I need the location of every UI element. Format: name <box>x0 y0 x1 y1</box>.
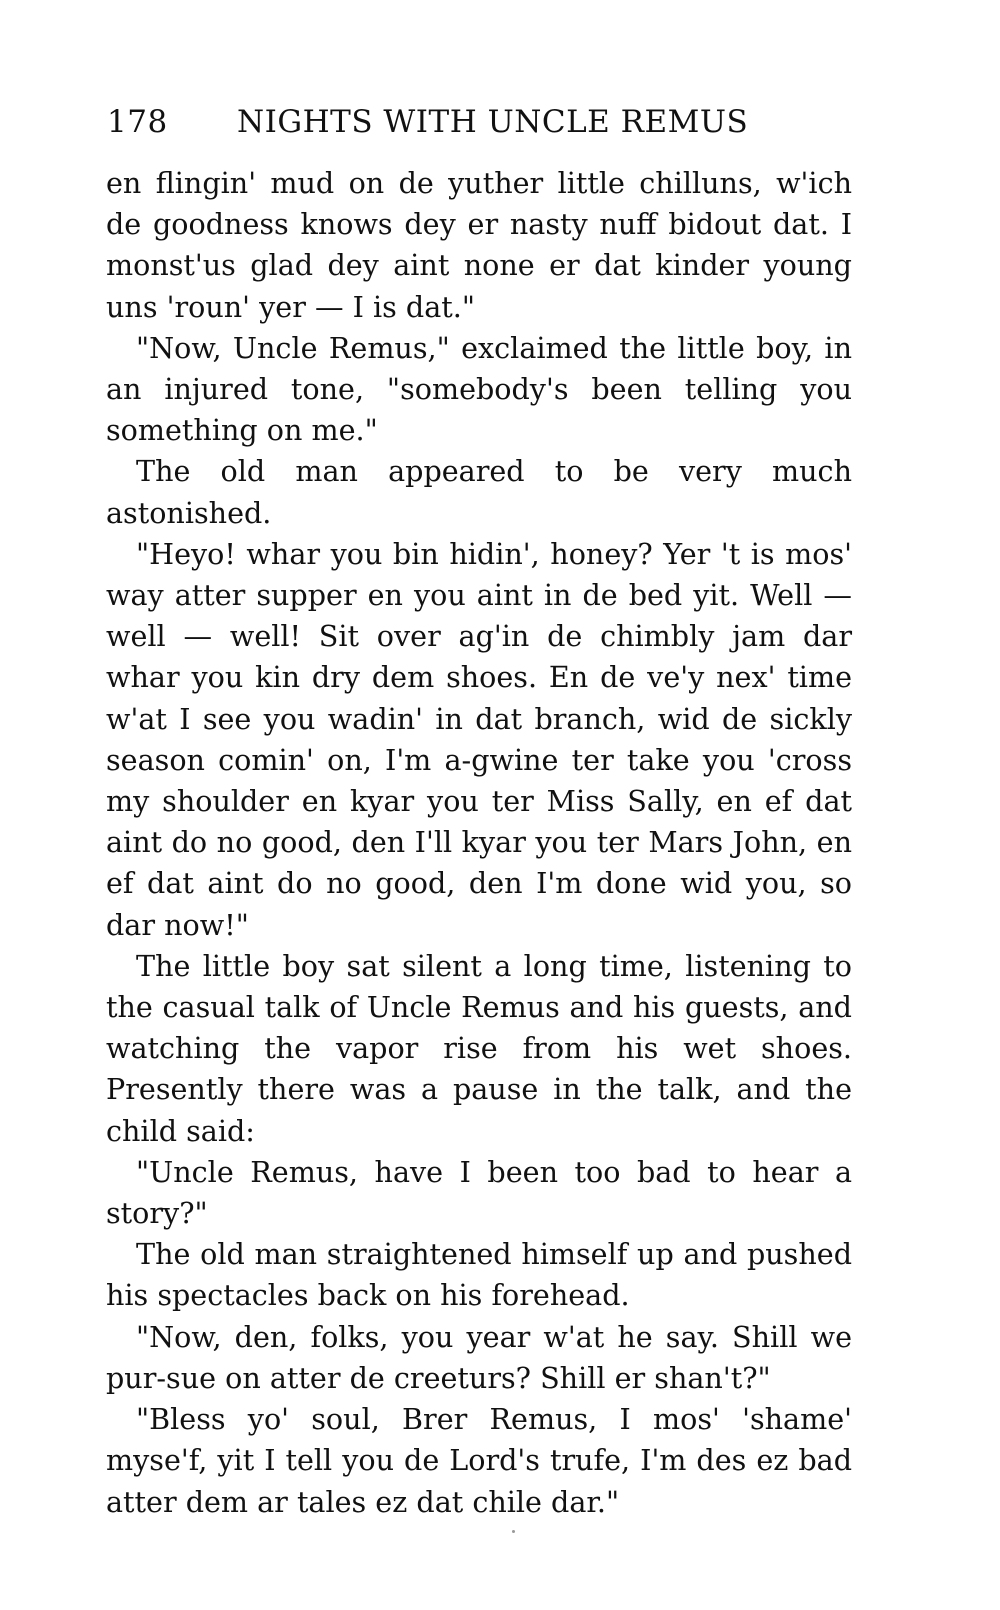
running-title: NIGHTS WITH UNCLE REMUS <box>237 104 749 140</box>
paragraph: The little boy sat silent a long time, listening to the casual talk of Uncle Remus and his guests, and watching the vapor rise from his wet shoes. Presently there was a pause in the talk, and the child said: <box>106 948 852 1148</box>
page-number: 178 <box>107 104 168 140</box>
paragraph: "Uncle Remus, have I been too bad to hear a story?" <box>106 1154 852 1231</box>
paragraph: The old man appeared to be very much astonished. <box>106 454 852 530</box>
page-speck <box>512 1530 515 1533</box>
paragraph: "Bless yo' soul, Brer Remus, I mos' 'shame' myse'f, yit I tell you de Lord's trufe, I'm des ez bad atter dem ar tales ez dat chile dar." <box>106 1402 852 1519</box>
paragraph: "Heyo! whar you bin hidin', honey? Yer 't is mos' way atter supper en you aint in de bed yit. Well — well — well! Sit over ag'in de chimbly jam dar whar you kin dry dem shoes. En de ve'y nex' time w'at I see you wadin' in dat branch, wid de sickly season comin' on, I'm a-gwine ter take you 'cross my shoulder en kyar you ter Miss Sally, en ef dat aint do no good, den I'll kyar you ter Mars John, en ef dat aint do no good, den I'm done wid you, so dar now!" <box>106 536 852 942</box>
body-text <box>106 163 852 1523</box>
running-head <box>107 104 873 144</box>
paragraph: "Now, den, folks, you year w'at he say. Shill we pur-sue on atter de creeturs? Shill er shan't?" <box>106 1319 852 1395</box>
paragraph: "Now, Uncle Remus," exclaimed the little boy, in an injured tone, "somebody's been telling you something on me." <box>106 330 852 448</box>
paragraph-continued: en flingin' mud on de yuther little chilluns, w'ich de goodness knows dey er nasty nuff bidout dat. I monst'us glad dey aint none er dat kinder young uns 'roun' yer — I is dat." <box>106 166 852 324</box>
paragraph: The old man straightened himself up and pushed his spectacles back on his forehead. <box>106 1237 852 1313</box>
